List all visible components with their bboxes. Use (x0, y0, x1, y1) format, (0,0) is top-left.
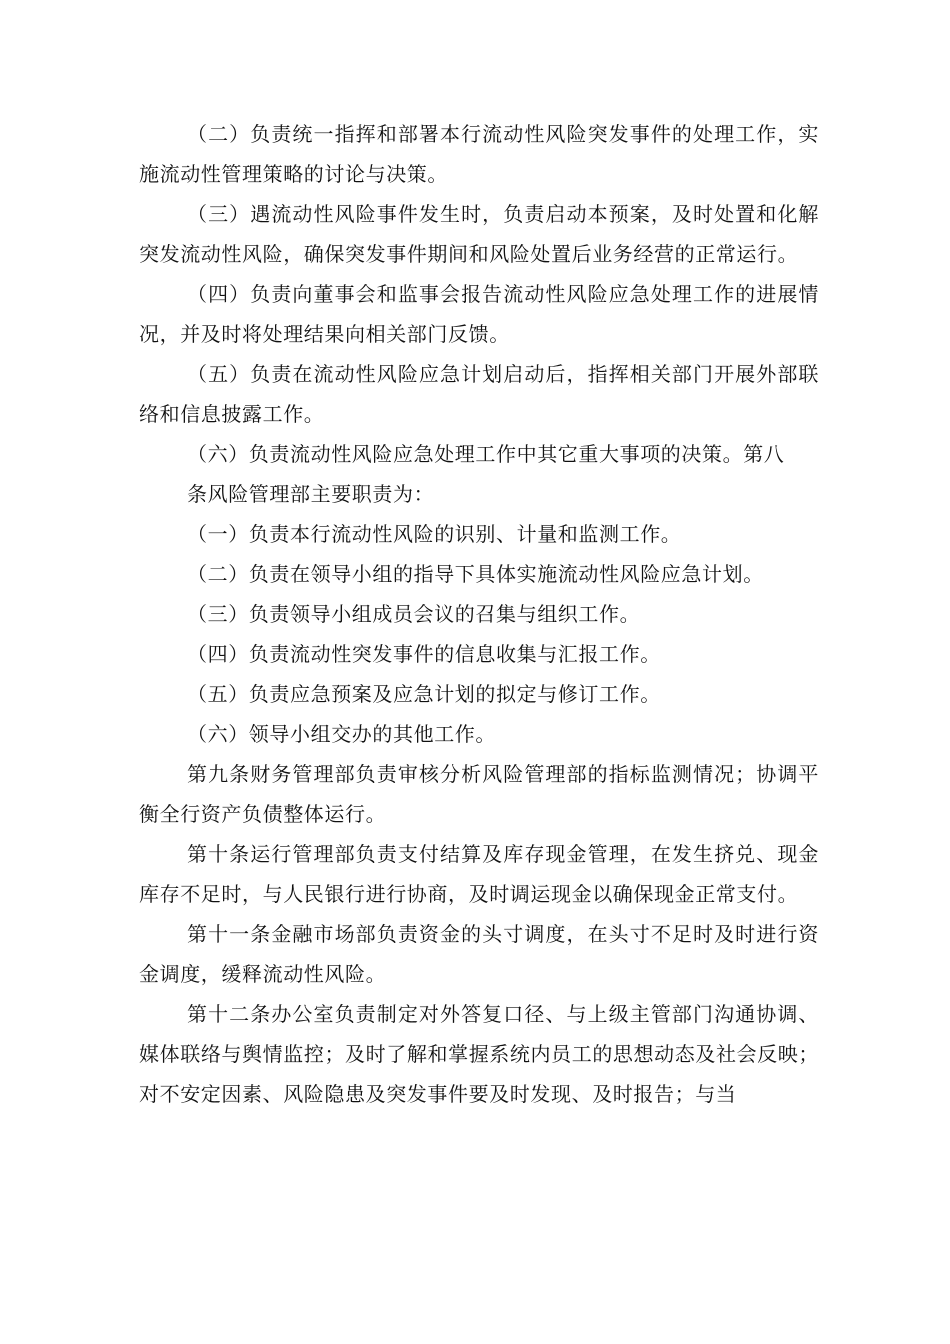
paragraph: （三）负责领导小组成员会议的召集与组织工作。 (187, 602, 641, 626)
paragraph: （五）负责应急预案及应急计划的拟定与修订工作。 (187, 682, 661, 706)
paragraph: （四）负责向董事会和监事会报告流动性风险应急处理工作的进展情况，并及时将处理结果向相关部门反馈。 (139, 282, 819, 346)
paragraph: （二）负责在领导小组的指导下具体实施流动性风险应急计划。 (187, 562, 764, 586)
paragraph: 第十一条金融市场部负责资金的头寸调度，在头寸不足时及时进行资金调度，缓释流动性风险。 (139, 922, 819, 986)
paragraph: 条风险管理部主要职责为： (187, 482, 435, 506)
paragraph: （六）负责流动性风险应急处理工作中其它重大事项的决策。第八 (187, 442, 785, 466)
paragraph: （二）负责统一指挥和部署本行流动性风险突发事件的处理工作，实施流动性管理策略的讨论与决策。 (139, 122, 819, 186)
paragraph: 第十条运行管理部负责支付结算及库存现金管理，在发生挤兑、现金库存不足时，与人民银行进行协商，及时调运现金以确保现金正常支付。 (139, 842, 819, 906)
document-body (139, 114, 819, 1114)
paragraph: （三）遇流动性风险事件发生时，负责启动本预案，及时处置和化解突发流动性风险，确保突发事件期间和风险处置后业务经营的正常运行。 (139, 202, 819, 266)
paragraph: 第九条财务管理部负责审核分析风险管理部的指标监测情况；协调平衡全行资产负债整体运行。 (139, 762, 819, 826)
paragraph: （四）负责流动性突发事件的信息收集与汇报工作。 (187, 642, 661, 666)
paragraph: （五）负责在流动性风险应急计划启动后，指挥相关部门开展外部联络和信息披露工作。 (139, 362, 819, 426)
paragraph: （一）负责本行流动性风险的识别、计量和监测工作。 (187, 522, 682, 546)
paragraph: （六）领导小组交办的其他工作。 (187, 722, 496, 746)
paragraph: 第十二条办公室负责制定对外答复口径、与上级主管部门沟通协调、媒体联络与舆情监控；及时了解和掌握系统内员工的思想动态及社会反映；对不安定因素、风险隐患及突发事件要及时发现、及时报告；与当 (139, 1002, 819, 1106)
